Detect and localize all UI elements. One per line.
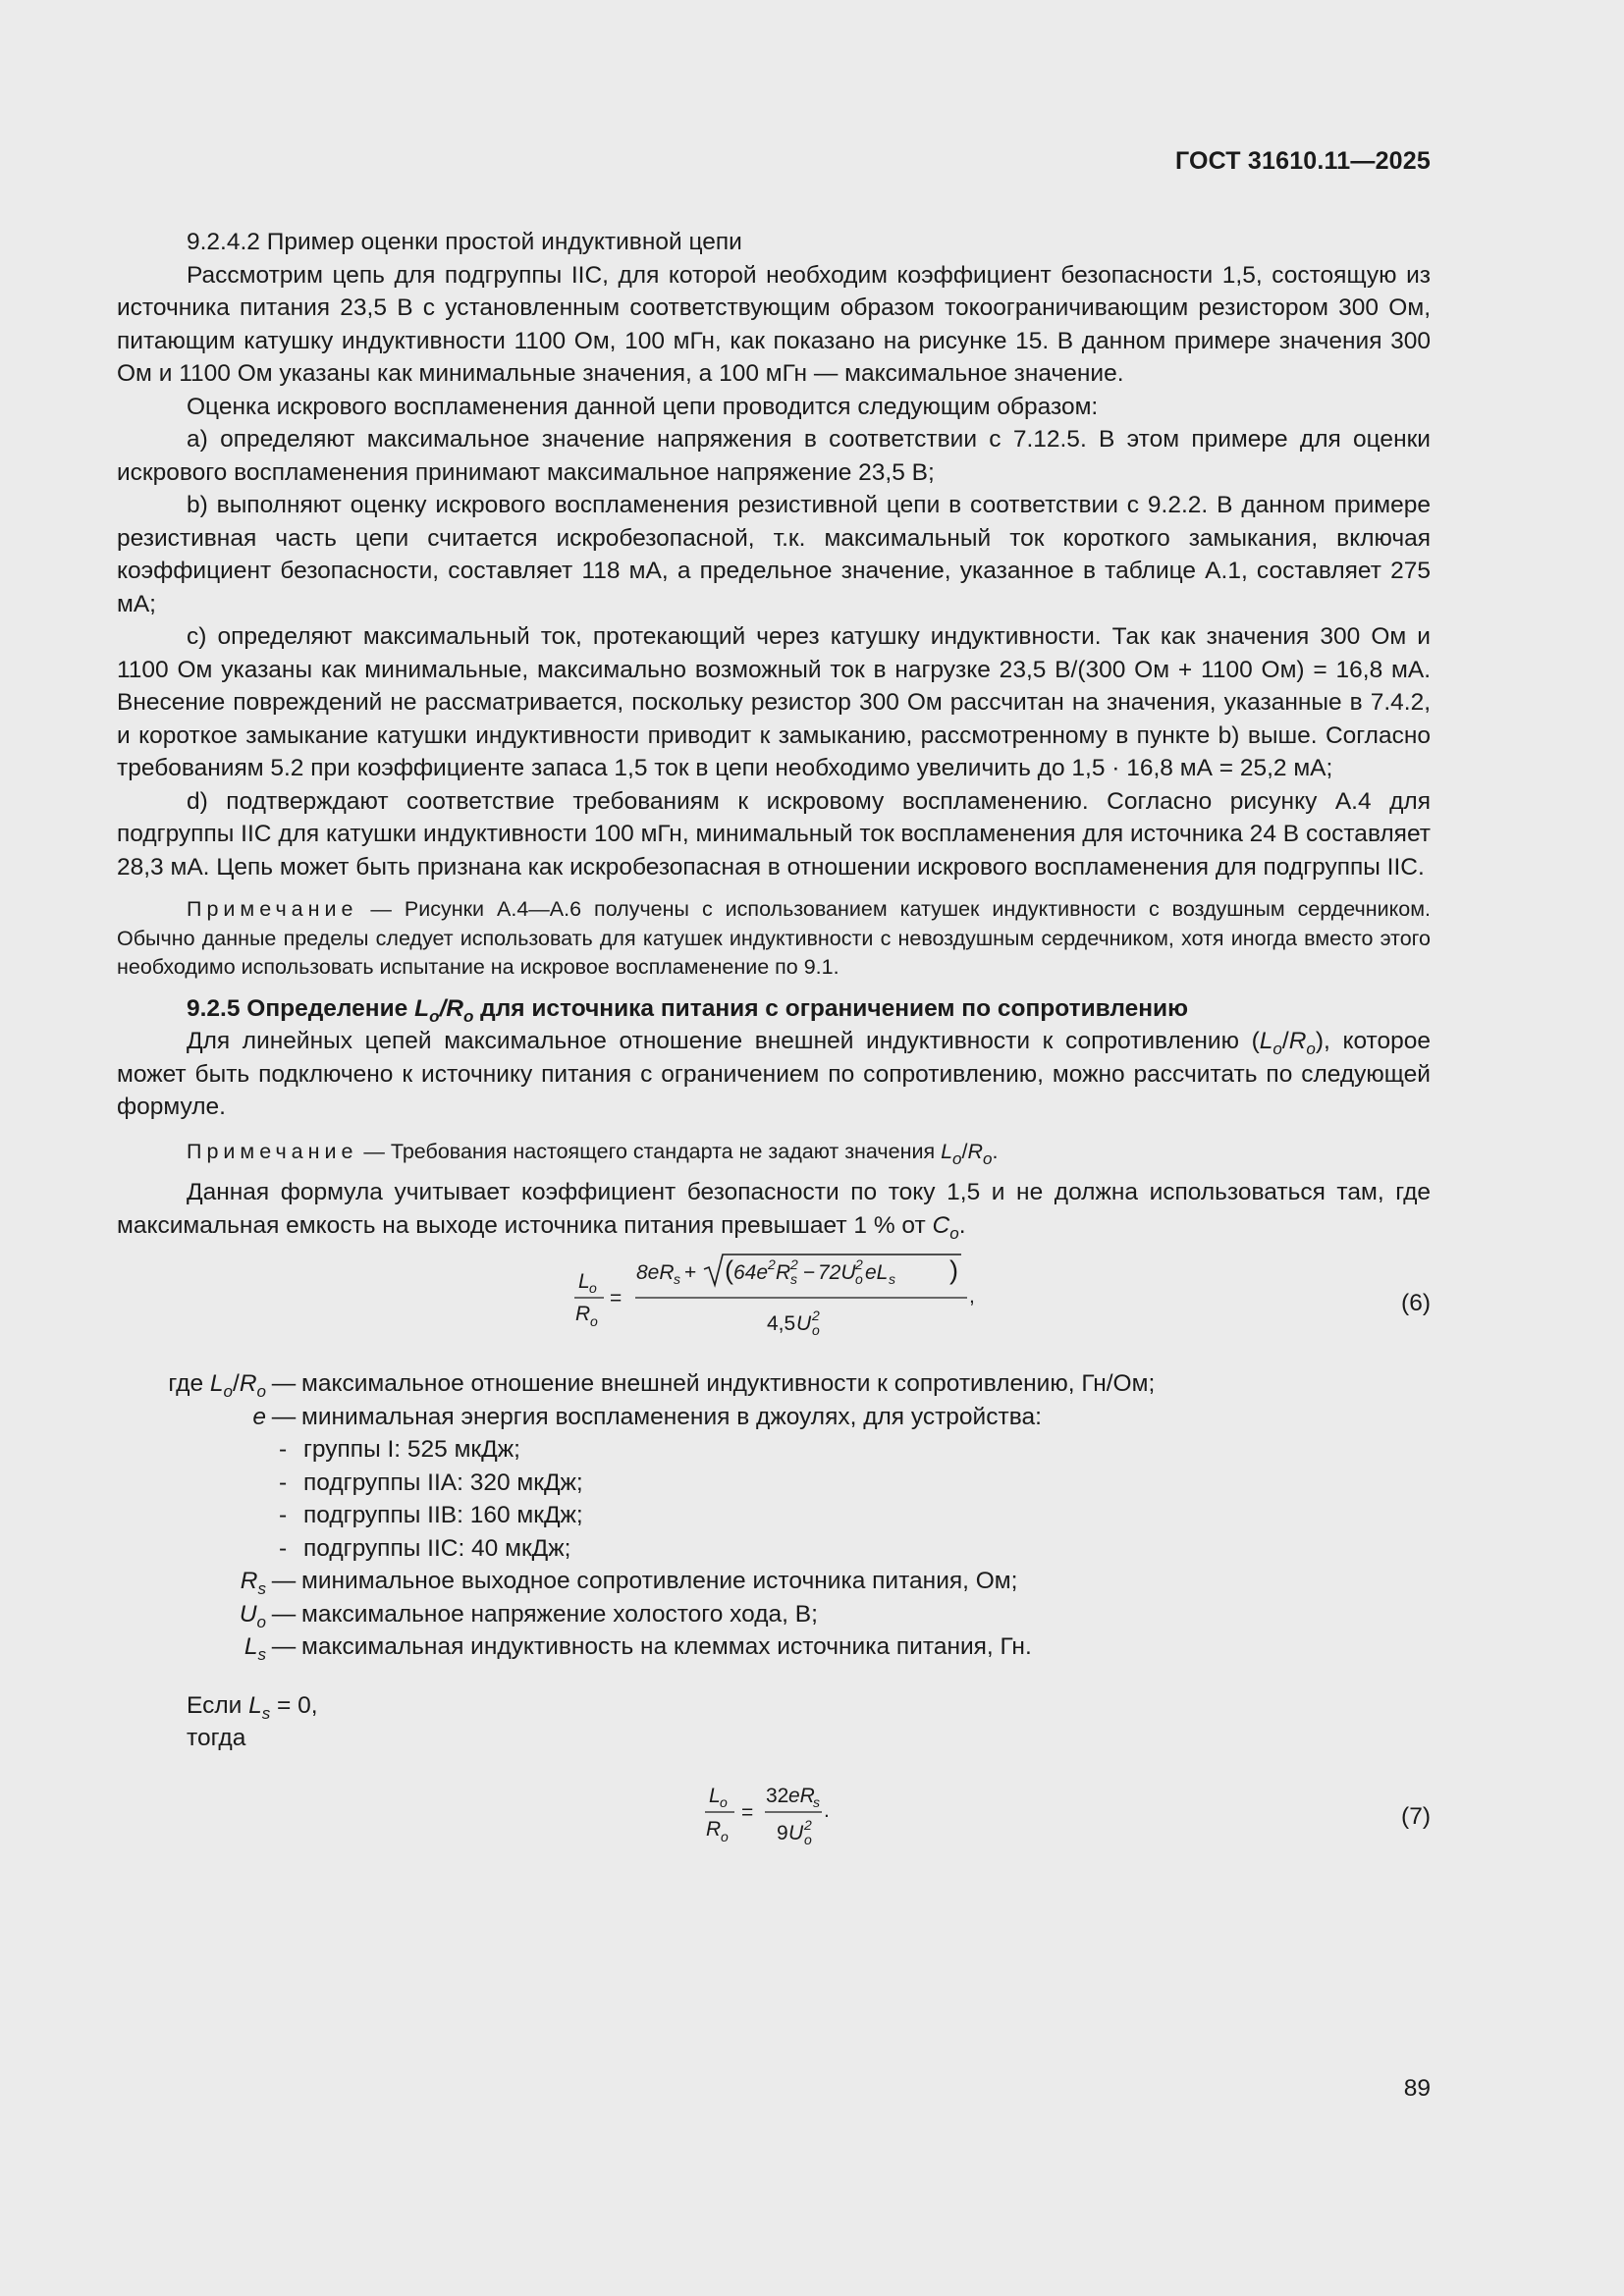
svg-text:2: 2 bbox=[804, 1816, 812, 1833]
definition-term: $L_s$ bbox=[244, 1633, 266, 1664]
svg-text:32: 32 bbox=[766, 1784, 789, 1807]
formula-6-graphic bbox=[117, 1252, 1099, 1350]
svg-text:o: o bbox=[721, 1828, 729, 1844]
svg-text:s: s bbox=[790, 1271, 797, 1287]
list-item-a: a) определяют максимальное значение напряжения в соответствии с 7.12.5. В этом примере для оценки искрового воспламенения принимают максимальное напряжение 23,5 В; bbox=[117, 426, 1431, 486]
page-number: 89 bbox=[1403, 2075, 1431, 2102]
note-1 bbox=[117, 895, 1431, 983]
definition-e: e — минимальная энергия воспламенения в джоулях, для устройства: bbox=[117, 1401, 1431, 1434]
svg-text:U: U bbox=[788, 1821, 804, 1844]
list-item-d: d) подтверждают соответствие требованиям к искровому воспламенению. Согласно рисунку А.4 для подгруппы IIC для катушки индуктивности 100 мГн, минимальный ток воспламенения для источника 24 В составляет 28,3 мА. Цепь может быть признана как искробезопасная в отношении искрового воспламенения для подгруппы IIC. bbox=[117, 787, 1431, 881]
svg-text:−: − bbox=[803, 1261, 816, 1284]
svg-text:): ) bbox=[949, 1255, 958, 1285]
note-text: — Рисунки А.4—А.6 получены с использованием катушек индуктивности с воздушным сердечником. Обычно данные пределы следует использовать для катушек индуктивности с невоздушным сердечником, хотя иногда вместо этого необходимо использовать испытание на искровое воспламенение по 9.1. bbox=[117, 897, 1431, 979]
svg-text:o: o bbox=[720, 1793, 728, 1810]
condition-block bbox=[187, 1689, 1431, 1755]
svg-text:4,5: 4,5 bbox=[767, 1312, 796, 1335]
svg-text:eR: eR bbox=[788, 1784, 815, 1807]
definition-rs: $R_s$ — минимальное выходное сопротивление источника питания, Ом; bbox=[117, 1565, 1431, 1598]
linear-text-1: Для линейных цепей максимальное отношение внешней индуктивности к сопротивлению ( bbox=[187, 1028, 1260, 1054]
group-item: - группы I: 525 мкДж; bbox=[279, 1436, 520, 1463]
definition-uo: $U_o$ — максимальное напряжение холостого хода, В; bbox=[117, 1598, 1431, 1631]
group-item: - подгруппы IIA: 320 мкДж; bbox=[279, 1468, 583, 1496]
svg-text:(: ( bbox=[725, 1255, 733, 1285]
svg-text:L: L bbox=[709, 1784, 721, 1807]
note-2: Примечание — Требования настоящего стандарта не задают значения $L_o/R_o$. bbox=[187, 1139, 999, 1168]
svg-text:s: s bbox=[813, 1793, 820, 1810]
svg-text:.: . bbox=[824, 1798, 830, 1822]
definition-term: где $L_o/R_o$ bbox=[168, 1370, 266, 1401]
svg-text:o: o bbox=[804, 1831, 812, 1847]
svg-text:8eR: 8eR bbox=[636, 1261, 675, 1284]
formula-7-graphic bbox=[117, 1771, 1099, 1859]
svg-text:s: s bbox=[889, 1271, 895, 1287]
section-title-suffix: для источника питания с ограничением по сопротивлению bbox=[473, 994, 1189, 1022]
note-label: Примечание bbox=[187, 897, 358, 921]
svg-text:o: o bbox=[589, 1280, 597, 1296]
definition-text: максимальное отношение внешней индуктивности к сопротивлению, Гн/Ом; bbox=[301, 1370, 1156, 1397]
note-text: — Требования настоящего стандарта не задают значения bbox=[357, 1139, 942, 1163]
svg-text:R: R bbox=[706, 1817, 722, 1841]
definition-text: минимальная энергия воспламенения в джоулях, для устройства: bbox=[301, 1403, 1042, 1430]
definition-text: минимальное выходное сопротивление источника питания, Ом; bbox=[301, 1568, 1018, 1594]
intro-paragraph: Рассмотрим цепь для подгруппы IIC, для которой необходим коэффициент безопасности 1,5, состоящую из источника питания 23,5 В с установленным соответствующим образом токоограничивающим резистором 300 Ом, питающим катушку индуктивности 1100 Ом, 100 мГн, как показано на рисунке 15. В данном примере значения 300 Ом и 1100 Ом указаны как минимальные значения, а 100 мГн — максимальное значение. bbox=[117, 261, 1431, 387]
section-title-9-2-4-2: 9.2.4.2 Пример оценки простой индуктивной цепи bbox=[187, 229, 742, 255]
svg-text:2: 2 bbox=[790, 1256, 798, 1272]
formula-6-number: (6) bbox=[1401, 1290, 1431, 1316]
condition-then: тогда bbox=[187, 1725, 246, 1751]
formula-condition-paragraph: Данная формула учитывает коэффициент безопасности по току 1,5 и не должна использоваться там, где максимальная емкость на выходе источника питания превышает 1 % от $C_o$. bbox=[117, 1179, 1431, 1243]
group-item: - подгруппы IIB: 160 мкДж; bbox=[279, 1502, 583, 1528]
svg-text:o: o bbox=[812, 1322, 820, 1338]
svg-text:o: o bbox=[855, 1271, 863, 1287]
svg-text:eL: eL bbox=[865, 1261, 889, 1284]
definition-lo-ro: где $L_o/R_o$ — максимальное отношение внешней индуктивности к сопротивлению, Гн/Ом; bbox=[117, 1367, 1431, 1401]
formula-6 bbox=[117, 1252, 1431, 1350]
svg-text:s: s bbox=[674, 1271, 680, 1287]
document-header: ГОСТ 31610.11—2025 bbox=[1174, 147, 1431, 175]
section-title-9-2-5: 9.2.5 Определение $L_o/R_o$ для источника питания с ограничением по сопротивлению bbox=[187, 994, 1189, 1026]
svg-text:64e: 64e bbox=[733, 1261, 769, 1284]
svg-text:R: R bbox=[575, 1303, 591, 1325]
group-item: - подгруппы IIC: 40 мкДж; bbox=[279, 1534, 571, 1562]
svg-text:2: 2 bbox=[812, 1308, 820, 1323]
svg-text:+: + bbox=[684, 1261, 697, 1284]
definitions-list bbox=[117, 1367, 1431, 1664]
definition-ls: $L_s$ — максимальная индуктивность на клеммах источника питания, Гн. bbox=[117, 1630, 1431, 1664]
assessment-paragraph: Оценка искрового воспламенения данной цепи проводится следующим образом: bbox=[187, 393, 1099, 420]
svg-text:U: U bbox=[796, 1312, 812, 1335]
formula-condition-text: Данная формула учитывает коэффициент безопасности по току 1,5 и не должна использоваться там, где максимальная емкость на выходе источника питания превышает 1 % от bbox=[117, 1179, 1431, 1239]
svg-text:o: o bbox=[590, 1313, 598, 1329]
definition-text: максимальная индуктивность на клеммах источника питания, Гн. bbox=[301, 1633, 1032, 1660]
svg-text:L: L bbox=[578, 1270, 590, 1293]
svg-text:2: 2 bbox=[768, 1256, 776, 1272]
list-item-c: c) определяют максимальный ток, протекающий через катушку индуктивности. Так как значения 300 Ом и 1100 Ом указаны как минимальные, максимально возможный ток в нагрузке 23,5 В/(300 Ом + 1100 Ом) = 16,8 мА. Внесение повреждений не рассматривается, поскольку резистор 300 Ом рассчитан на значения, указанные в 7.4.2, и короткое замыкание катушки индуктивности приводит к замыканию, рассмотренному в пункте b) выше. Согласно требованиям 5.2 при коэффициенте запаса 1,5 ток в цепи необходимо увеличить до 1,5 · 16,8 мА = 25,2 мА; bbox=[117, 623, 1431, 781]
definition-term: e bbox=[252, 1403, 266, 1430]
page-content bbox=[117, 226, 1431, 1859]
linear-text-2: ), которое может быть подключено к источнику питания с ограничением по сопротивлению, можно рассчитать по следующей формуле. bbox=[117, 1028, 1431, 1120]
svg-text:72U: 72U bbox=[818, 1261, 856, 1284]
svg-text:R: R bbox=[776, 1261, 791, 1284]
definition-term: $R_s$ bbox=[240, 1568, 266, 1598]
definition-text: максимальное напряжение холостого хода, В; bbox=[301, 1600, 818, 1628]
svg-text:=: = bbox=[741, 1800, 754, 1824]
section-title-prefix: 9.2.5 Определение bbox=[187, 994, 415, 1022]
formula-7-number: (7) bbox=[1401, 1802, 1431, 1830]
list-item-b: b) выполняют оценку искрового воспламенения резистивной цепи в соответствии с 9.2.2. В данном примере резистивная часть цепи считается искробезопасной, т.к. максимальный ток короткого замыкания, включая коэффициент безопасности, составляет 118 мА, а предельное значение, указанное в таблице А.1, составляет 275 мА; bbox=[117, 492, 1431, 617]
svg-text:9: 9 bbox=[777, 1821, 788, 1844]
formula-7 bbox=[117, 1771, 1431, 1859]
svg-text:,: , bbox=[969, 1285, 975, 1308]
svg-text:2: 2 bbox=[855, 1256, 863, 1272]
linear-circuits-paragraph: Для линейных цепей максимальное отношение внешней индуктивности к сопротивлению $(L_o/R_o)$, которое может быть подключено к источнику питания с ограничением по сопротивлению, можно рассчитать по следующей формуле. bbox=[117, 1028, 1431, 1120]
condition-if: Если $L_s = 0$, bbox=[187, 1691, 318, 1723]
definition-term: $U_o$ bbox=[239, 1600, 266, 1631]
svg-text:=: = bbox=[610, 1287, 623, 1309]
note-label: Примечание bbox=[187, 1139, 358, 1163]
